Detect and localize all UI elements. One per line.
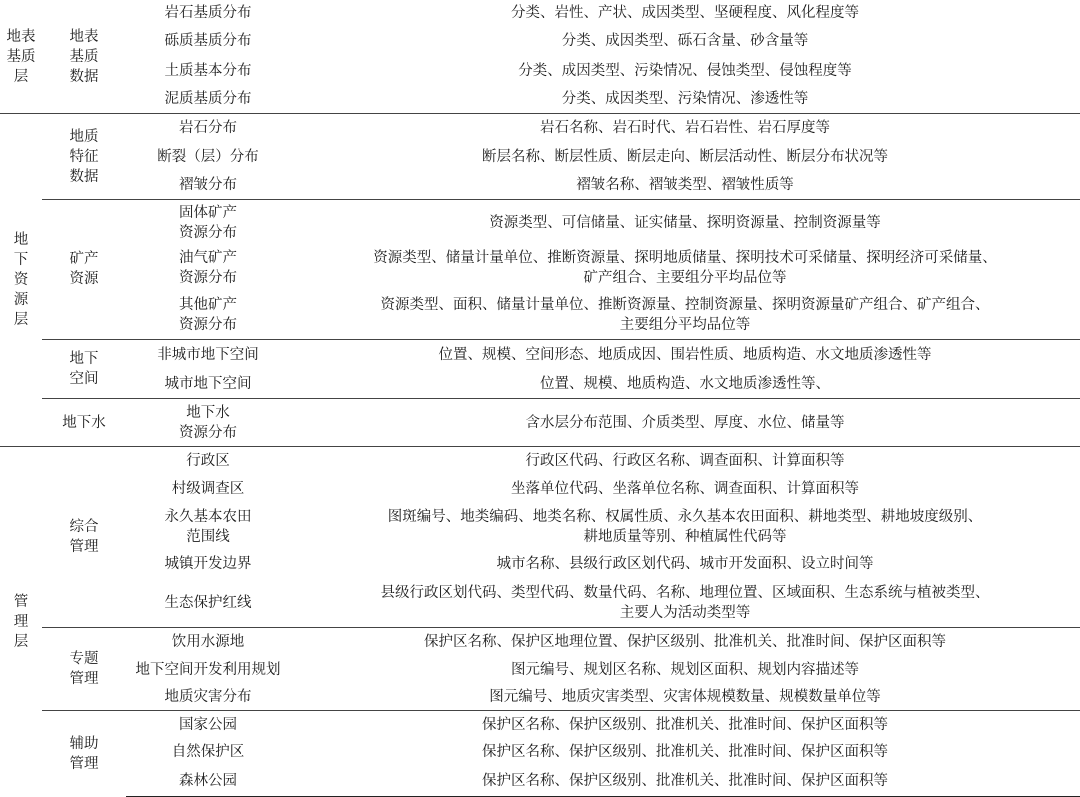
row-desc: 行政区代码、行政区名称、调查面积、计算面积等 xyxy=(290,446,1080,474)
layer-management: 管 理 层 xyxy=(0,446,42,796)
row-desc: 位置、规模、地质构造、水文地质渗透性等、 xyxy=(540,376,830,393)
row-item: 国家公园 xyxy=(126,711,290,738)
row-item: 油气矿产 资源分布 xyxy=(179,250,237,287)
row-item: 固体矿产 资源分布 xyxy=(126,199,290,246)
group-underground-space: 地下 空间 xyxy=(42,340,126,399)
group-groundwater: 地下水 xyxy=(42,399,126,447)
row-desc: 图斑编号、地类编码、地类名称、权属性质、永久基本农田面积、耕地类型、耕地坡度级别、 耕地质量等别、种植属性代码等 xyxy=(387,508,983,545)
row-item: 生态保护红线 xyxy=(164,594,252,611)
row-item: 泥质基质分布 xyxy=(164,91,252,108)
row-item: 村级调查区 xyxy=(171,481,245,498)
row-desc: 位置、规模、空间形态、地质成因、围岩性质、地质构造、水文地质渗透性等 xyxy=(290,340,1080,371)
row-item: 其他矿产 资源分布 xyxy=(179,297,237,333)
row-desc: 保护区名称、保护区级别、批准机关、批准时间、保护区面积等 xyxy=(290,766,1080,797)
row-item: 自然保护区 xyxy=(171,743,245,760)
group-geology: 地质 特征 数据 xyxy=(42,114,126,199)
row-item: 岩石分布 xyxy=(126,114,290,142)
row-desc: 坐落单位代码、坐落单位名称、调查面积、计算面积等 xyxy=(511,481,859,498)
row-desc: 含水层分布范围、介质类型、厚度、水位、储量等 xyxy=(290,399,1080,447)
row-desc: 城市名称、县级行政区划代码、城市开发面积、设立时间等 xyxy=(496,556,874,573)
row-item: 行政区 xyxy=(126,446,290,474)
row-desc: 分类、成因类型、污染情况、渗透性等 xyxy=(561,91,809,108)
layer-surface: 地表 基质 层 xyxy=(6,28,36,85)
row-item: 地下水 资源分布 xyxy=(126,399,290,447)
row-desc: 断层名称、断层性质、断层走向、断层活动性、断层分布状况等 xyxy=(482,148,888,165)
row-desc: 资源类型、储量计量单位、推断资源量、探明地质储量、探明技术可采储量、探明经济可采储量、 矿产组合、主要组分平均品位等 xyxy=(373,250,997,287)
group-surface-data: 地表 基质 数据 xyxy=(69,28,99,85)
row-desc: 褶皱名称、褶皱类型、褶皱性质等 xyxy=(576,176,794,193)
row-item: 岩石基质分布 xyxy=(164,5,252,22)
row-item: 非城市地下空间 xyxy=(126,340,290,371)
group-auxiliary: 辅助 管理 xyxy=(42,711,126,797)
row-item: 褶皱分布 xyxy=(179,176,237,193)
row-item: 土质基本分布 xyxy=(164,62,252,79)
row-item: 断裂（层）分布 xyxy=(157,148,259,165)
row-desc: 图元编号、规划区名称、规划区面积、规划内容描述等 xyxy=(511,661,859,678)
row-item: 饮用水源地 xyxy=(126,627,290,655)
row-desc: 岩石名称、岩石时代、岩石岩性、岩石厚度等 xyxy=(290,114,1080,142)
row-desc: 保护区名称、保护区级别、批准机关、批准时间、保护区面积等 xyxy=(290,711,1080,738)
row-desc: 分类、成因类型、砾石含量、砂含量等 xyxy=(561,33,809,50)
row-item: 森林公园 xyxy=(126,766,290,797)
row-desc: 保护区名称、保护区级别、批准机关、批准时间、保护区面积等 xyxy=(482,743,888,760)
row-desc: 县级行政区划代码、类型代码、数量代码、名称、地理位置、区域面积、生态系统与植被类型、 主要人为活动类型等 xyxy=(380,584,990,621)
layer-underground: 地 下 资 源 层 xyxy=(0,114,42,447)
row-desc: 资源类型、可信储量、证实储量、探明资源量、控制资源量等 xyxy=(290,199,1080,246)
row-desc: 资源类型、面积、储量计量单位、推断资源量、控制资源量、探明资源量矿产组合、矿产组合、 主要组分平均品位等 xyxy=(380,297,990,333)
group-thematic: 专题 管理 xyxy=(42,627,126,710)
row-desc: 分类、成因类型、污染情况、侵蚀类型、侵蚀程度等 xyxy=(518,62,852,79)
row-item: 地质灾害分布 xyxy=(164,688,252,705)
row-item: 城市地下空间 xyxy=(164,376,252,393)
row-item: 地下空间开发利用规划 xyxy=(135,661,281,678)
row-item: 砾质基质分布 xyxy=(164,33,252,50)
group-integrated: 综合 管理 xyxy=(42,446,126,627)
row-desc: 分类、岩性、产状、成因类型、坚硬程度、风化程度等 xyxy=(511,5,859,22)
row-desc: 图元编号、地质灾害类型、灾害体规模数量、规模数量单位等 xyxy=(489,688,881,705)
row-item: 城镇开发边界 xyxy=(164,556,252,573)
row-desc: 保护区名称、保护区地理位置、保护区级别、批准机关、批准时间、保护区面积等 xyxy=(290,627,1080,655)
group-mineral: 矿产 资源 xyxy=(42,199,126,339)
row-item: 永久基本农田 范围线 xyxy=(164,508,252,545)
